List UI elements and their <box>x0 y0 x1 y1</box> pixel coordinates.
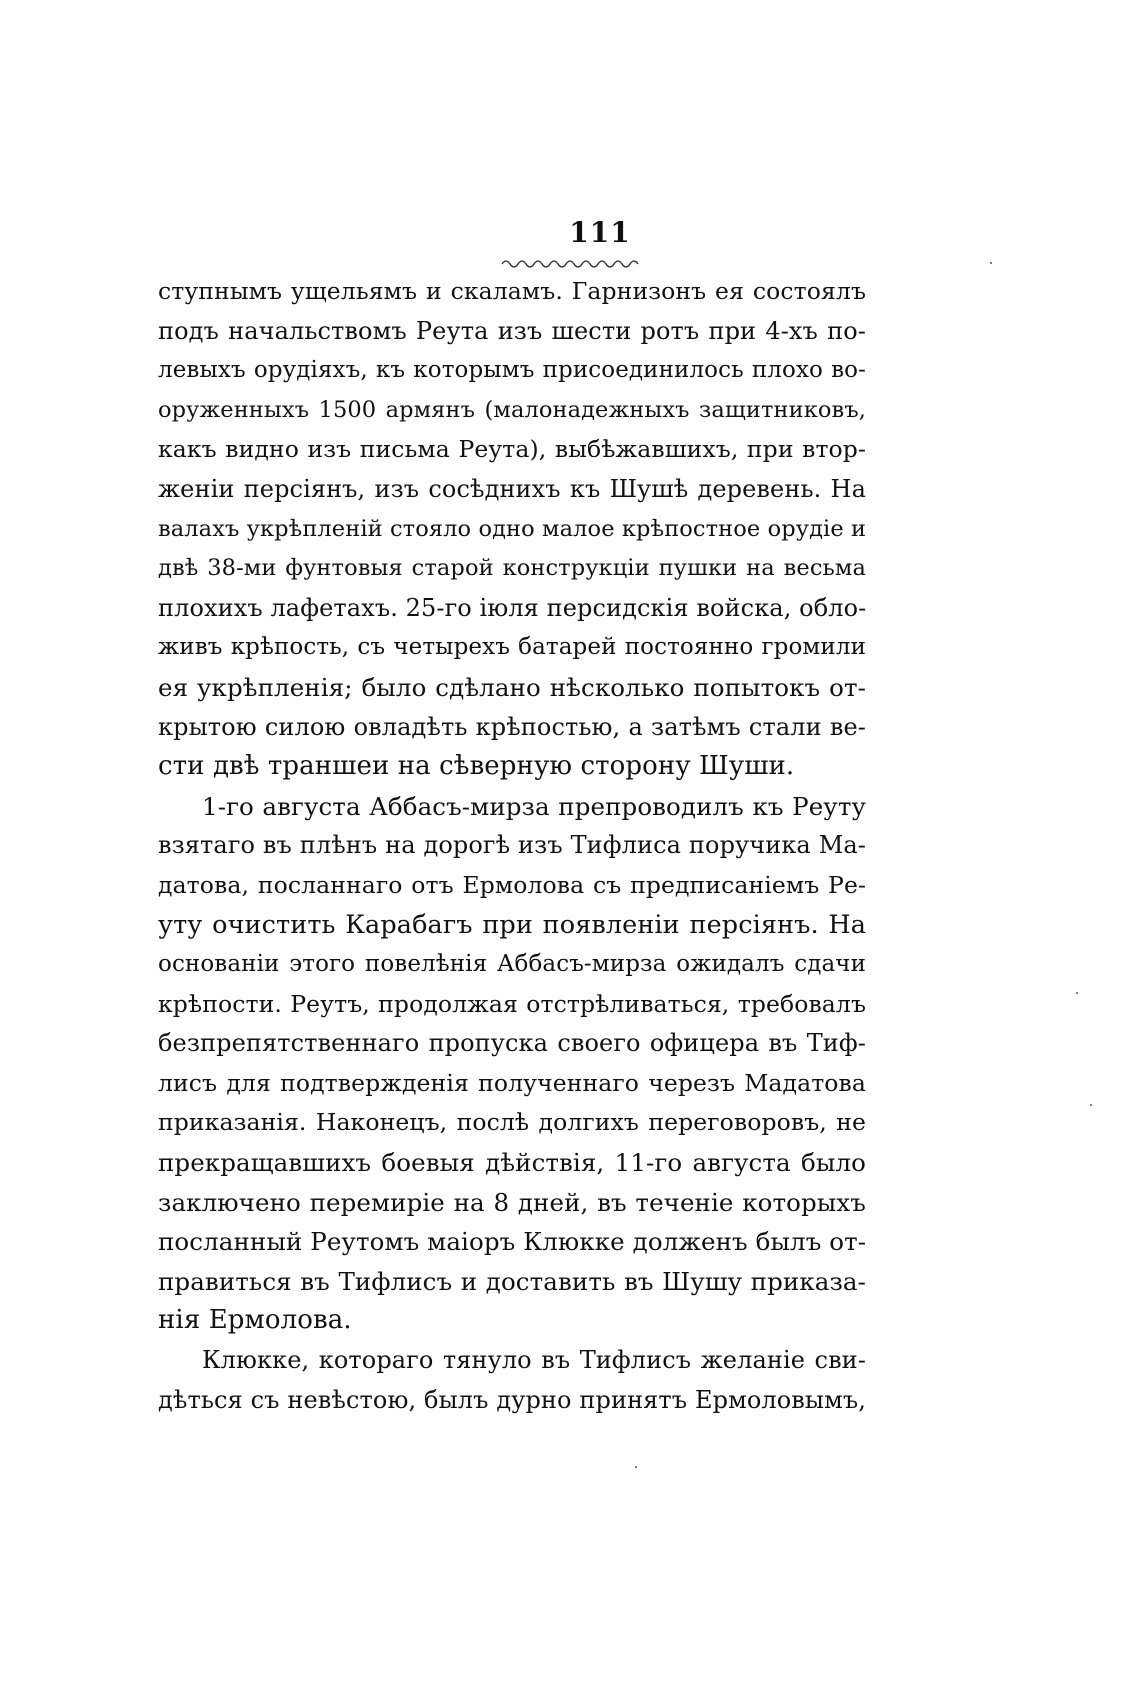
text-line: двѣ 38-ми фунтовыя старой конструкціи пушки на весьма <box>158 555 866 582</box>
text-line: живъ крѣпость, съ четырехъ батарей постоянно громили <box>158 634 866 661</box>
text-line: женіи персіянъ, изъ сосѣднихъ къ Шушѣ деревень. На <box>158 474 866 503</box>
body-text <box>158 272 866 1420</box>
paper-speck <box>1076 992 1078 994</box>
text-line: Клюкке, котораго тянуло въ Тифлисъ желаніе сви- <box>202 1346 866 1375</box>
text-line: правиться въ Тифлисъ и доставить въ Шушу приказа- <box>158 1266 866 1296</box>
text-line: плохихъ лафетахъ. 25-го іюля персидскія войска, обло- <box>158 593 867 622</box>
text-line: валахъ укрѣпленій стояло одно малое крѣпостное орудіе и <box>158 515 867 542</box>
text-line: оруженныхъ 1500 армянъ (малонадежныхъ защитниковъ, <box>158 396 866 423</box>
text-line: крѣпости. Реутъ, продолжая отстрѣливаться, требовалъ <box>158 989 866 1018</box>
text-line: взятаго въ плѣнъ на дорогѣ изъ Тифлиса поручика Ма- <box>158 831 866 860</box>
text-line: ея укрѣпленія; было сдѣлано нѣсколько попытокъ от- <box>158 672 866 702</box>
page-number: 111 <box>569 216 631 249</box>
text-line: приказанія. Наконецъ, послѣ долгихъ переговоровъ, не <box>158 1108 866 1137</box>
text-line: подъ начальствомъ Реута изъ шести ротъ при 4-хъ по- <box>158 316 866 345</box>
text-line: ступнымъ ущельямъ и скаламъ. Гарнизонъ ея состоялъ <box>158 277 866 305</box>
paper-speck <box>1090 1104 1092 1106</box>
text-line: уту очистить Карабагъ при появленіи персіянъ. На <box>158 909 866 940</box>
text-line: лисъ для подтвержденія полученнаго черезъ Мадатова <box>158 1068 866 1097</box>
paper-speck <box>990 262 992 264</box>
text-line: крытою силою овладѣть крѣпостью, а затѣмъ стали ве- <box>158 712 866 741</box>
text-line: 1-го августа Аббасъ-мирза препроводилъ къ Реуту <box>202 791 866 821</box>
text-line: безпрепятственнаго пропуска своего офицера въ Тиф- <box>158 1029 866 1058</box>
text-line: сти двѣ траншеи на сѣверную сторону Шуши. <box>158 751 795 782</box>
text-line: основаніи этого повелѣнія Аббасъ-мирза ожидалъ сдачи <box>158 951 866 978</box>
text-line: дѣться съ невѣстою, былъ дурно принятъ Ермоловымъ, <box>158 1385 866 1414</box>
text-line: нія Ермолова. <box>158 1305 352 1336</box>
text-line: левыхъ орудіяхъ, къ которымъ присоединилось плохо во- <box>158 357 866 384</box>
paper-speck <box>635 1466 637 1468</box>
wavy-underline-ornament <box>500 256 640 270</box>
text-line: прекращавшихъ боевыя дѣйствія, 11-го августа было <box>158 1148 866 1178</box>
text-line: посланный Реутомъ маіоръ Клюкке долженъ былъ от- <box>158 1227 867 1257</box>
text-line: датова, посланнаго отъ Ермолова съ предписаніемъ Ре- <box>158 870 866 899</box>
text-line: заключено перемиріе на 8 дней, въ теченіе которыхъ <box>158 1187 866 1217</box>
text-line: какъ видно изъ письма Реута), выбѣжавшихъ, при втор- <box>158 435 866 464</box>
